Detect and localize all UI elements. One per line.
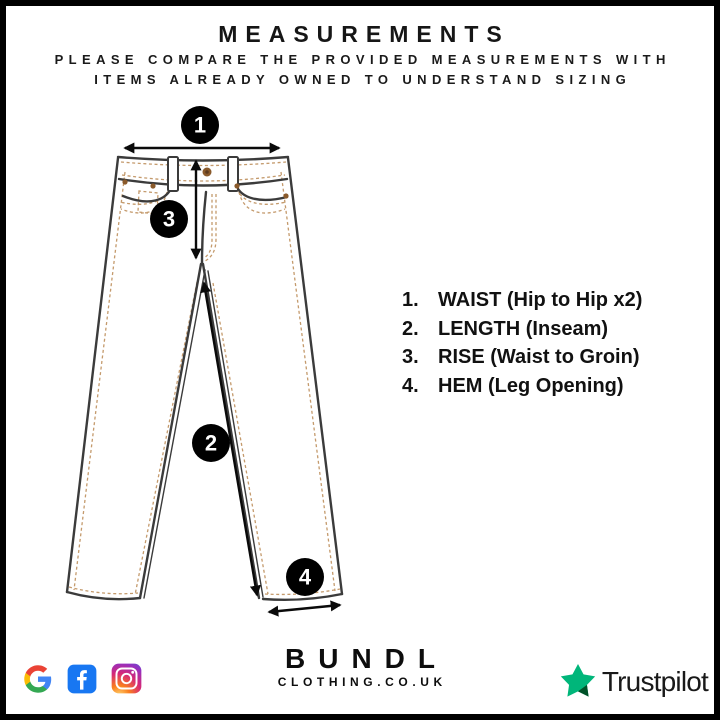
marker-4: [286, 558, 324, 596]
subtitle-line-2: ITEMS ALREADY OWNED TO UNDERSTAND SIZING: [94, 72, 632, 87]
marker-3: [150, 200, 188, 238]
right-outer-seam: [288, 158, 342, 594]
legend-item-rise: [402, 343, 702, 372]
marker-2-label: 2: [204, 430, 218, 456]
rivet-icon: [283, 193, 288, 198]
legend-number: 2.: [402, 317, 419, 340]
marker-1-label: 1: [193, 112, 207, 138]
page-title: MEASUREMENTS: [218, 21, 510, 47]
legend-item-waist: [402, 286, 702, 315]
trustpilot-wordmark: Trustpilot: [601, 666, 708, 697]
belt-loop-left: [168, 157, 178, 191]
trustpilot-logo: [559, 663, 708, 701]
rivet-icon: [234, 183, 239, 188]
marker-4-label: 4: [298, 564, 312, 590]
legend-label: LENGTH (Inseam): [438, 317, 609, 340]
jeans-outline: [67, 157, 342, 600]
legend-number: 1.: [402, 289, 419, 311]
left-outer-seam: [67, 158, 118, 592]
waistband-top: [118, 157, 288, 161]
waistband-bottom: [119, 179, 287, 186]
rivet-icon: [122, 179, 127, 184]
legend-number: 3.: [402, 346, 419, 369]
center-front-seam: [202, 192, 206, 263]
measurement-legend: [402, 286, 702, 401]
right-pocket: [236, 185, 287, 200]
subtitle-line-1: PLEASE COMPARE THE PROVIDED MEASUREMENTS WITH: [54, 52, 671, 67]
rivet-icon: [150, 183, 155, 188]
legend-item-hem: [402, 372, 702, 401]
marker-3-label: 3: [162, 206, 176, 232]
brand-name: BUNDL: [285, 643, 448, 674]
legend-number: 4.: [402, 375, 419, 398]
legend-label: HEM (Leg Opening): [438, 375, 624, 398]
marker-1: [181, 106, 219, 144]
trustpilot-star-icon: [559, 663, 597, 701]
legend-label: WAIST (Hip to Hip x2): [438, 289, 643, 311]
legend-label: RISE (Waist to Groin): [438, 346, 640, 369]
brand-domain: CLOTHING.CO.UK: [277, 675, 447, 689]
header: [6, 20, 714, 90]
legend-item-length: [402, 315, 702, 344]
left-inner-seam: [140, 264, 201, 598]
hem-arrow: [269, 605, 340, 612]
marker-2: [192, 424, 230, 462]
